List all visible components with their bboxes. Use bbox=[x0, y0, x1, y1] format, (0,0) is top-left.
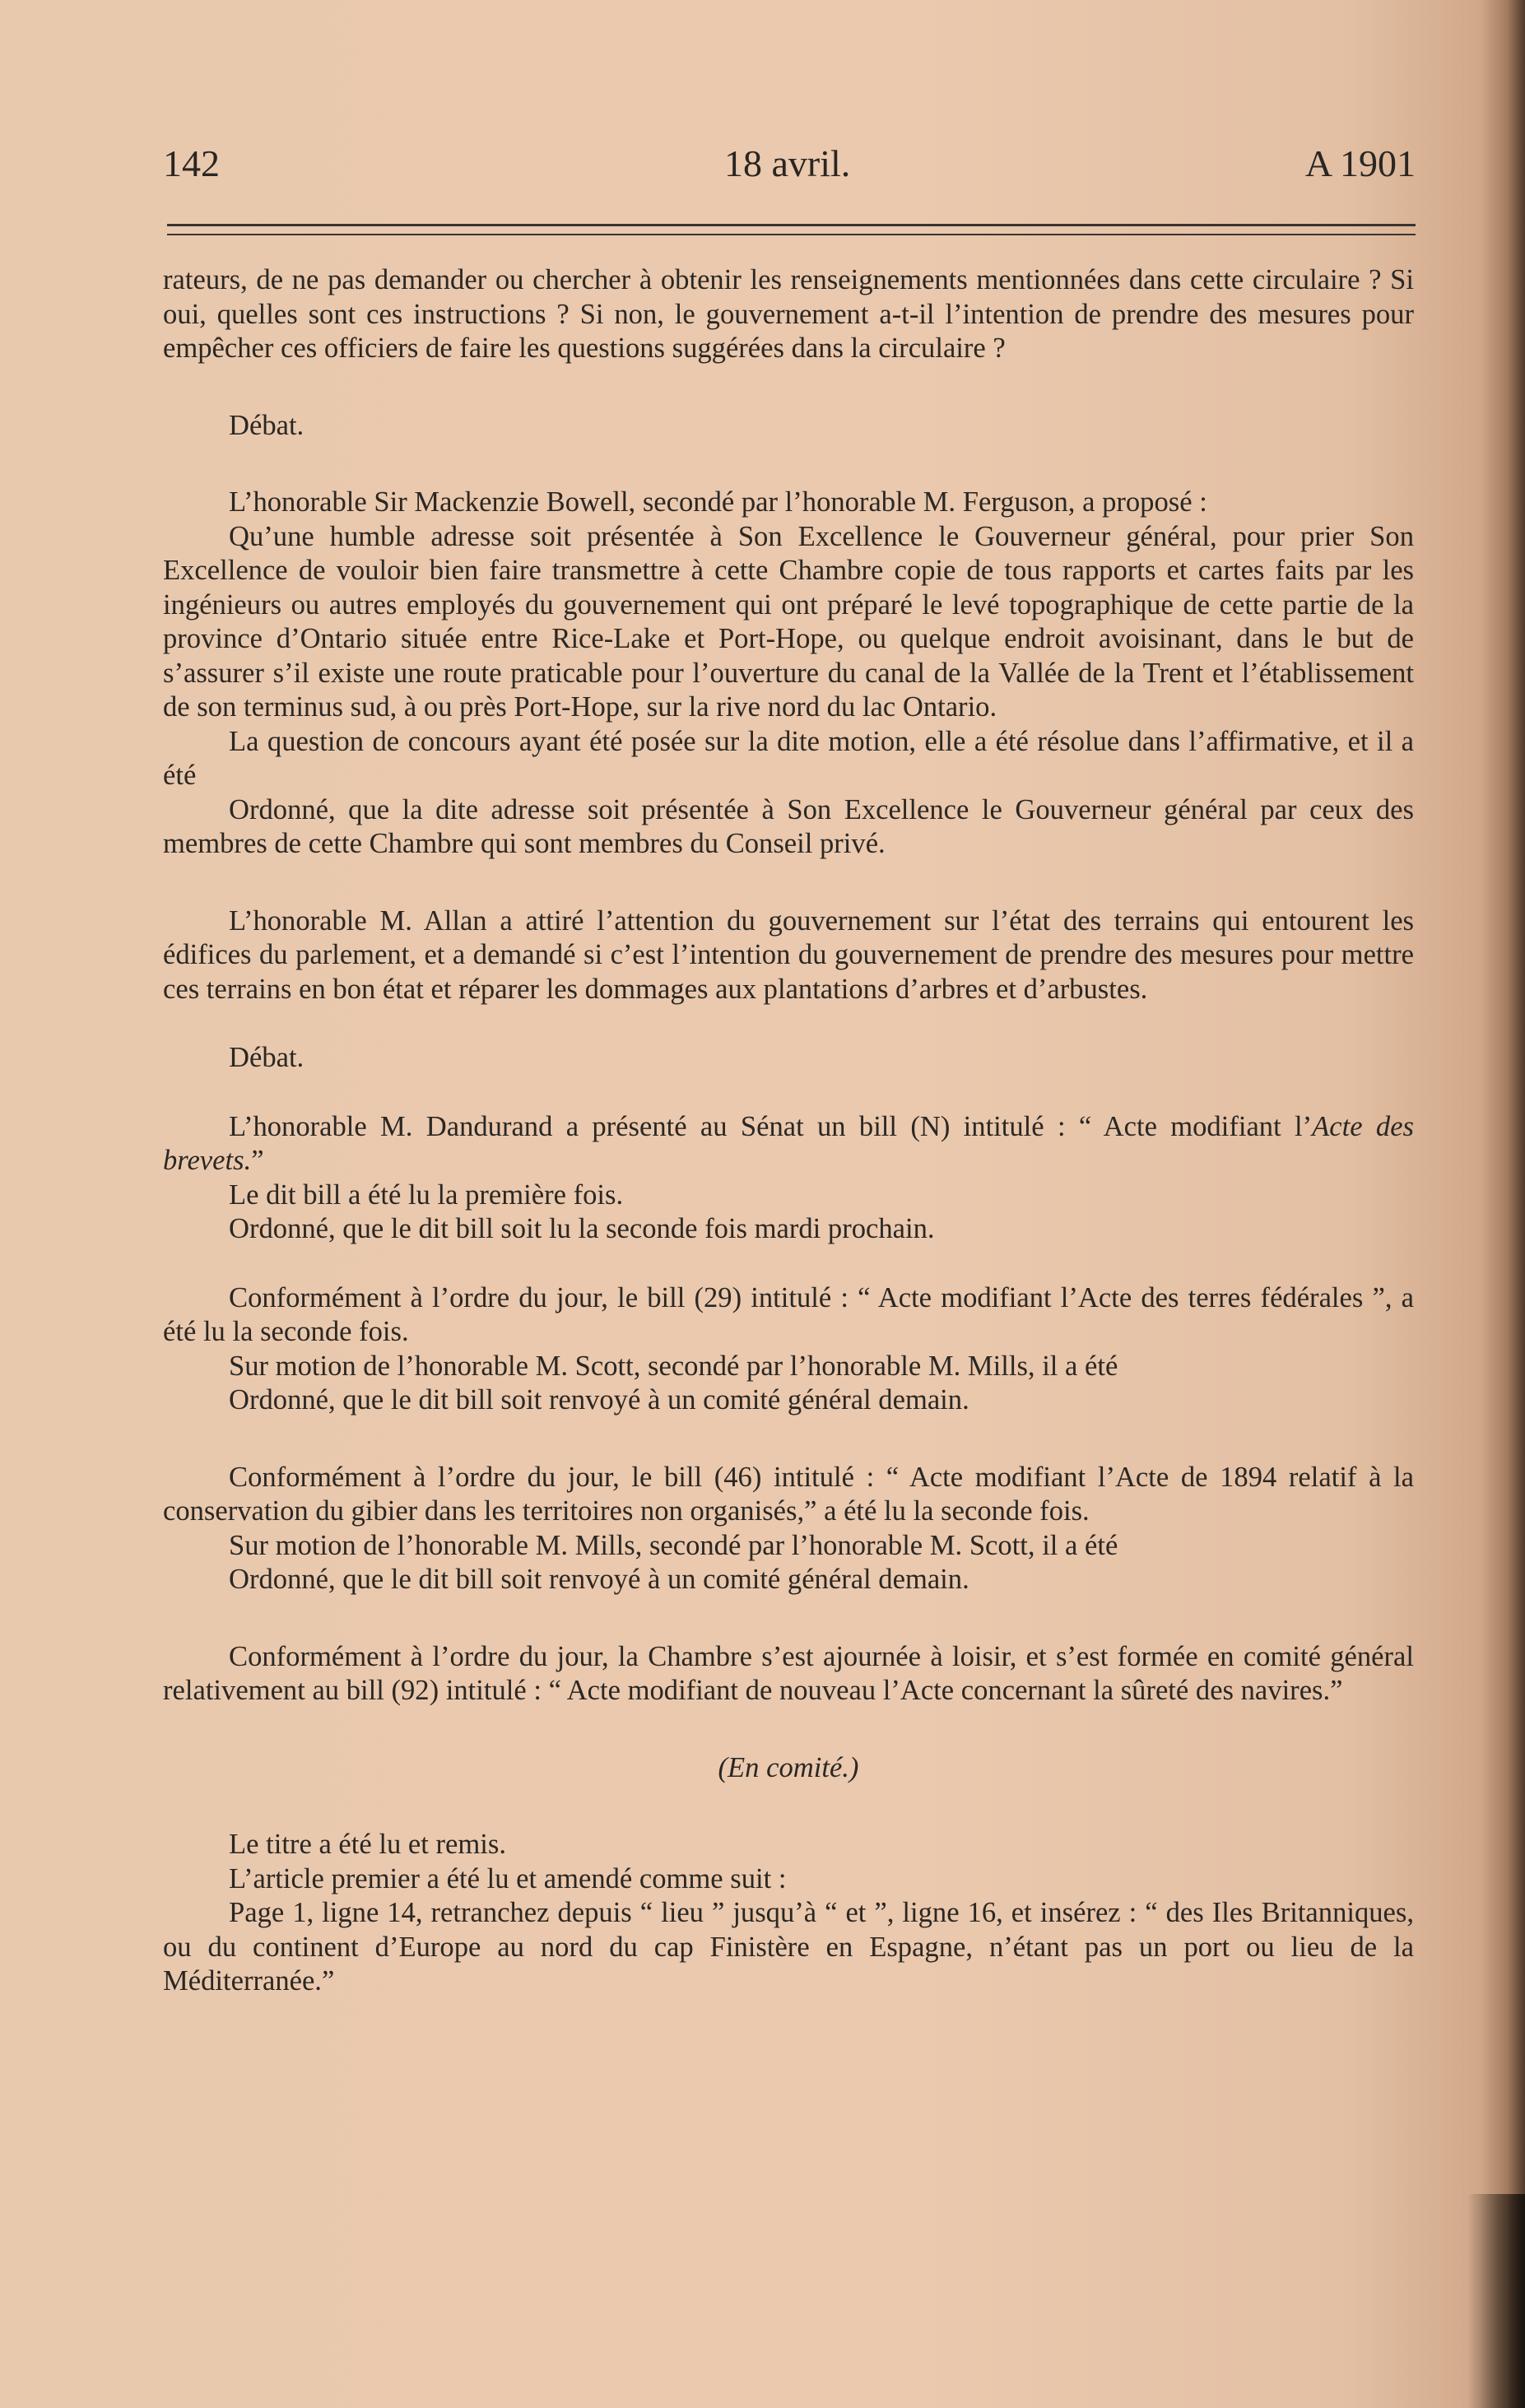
en-comite-text: (En comité.) bbox=[718, 1751, 859, 1783]
page-number: 142 bbox=[163, 142, 220, 184]
paragraph-motion-mills: Sur motion de l’honorable M. Mills, secondé par l’honorable M. Scott, il a été bbox=[229, 1529, 1118, 1561]
page-corner-shadow bbox=[1467, 2194, 1525, 2408]
paragraph-bowell-motion: L’honorable Sir Mackenzie Bowell, secondé par l’honorable M. Ferguson, a proposé : bbox=[229, 486, 1207, 518]
dandurand-text: L’honorable M. Dandurand a présenté au Sénat un bill (N) intitulé : “ Acte modifiant l’ bbox=[229, 1110, 1313, 1142]
page-edge-shadow bbox=[1481, 0, 1525, 2408]
acte-des-brevets: Acte des brevets. bbox=[163, 1110, 1414, 1176]
header-rule-thin bbox=[167, 234, 1416, 235]
paragraph-concours: La question de concours ayant été posée sur la dite motion, elle a été résolue dans l’affirmative, et il a été bbox=[163, 725, 1414, 791]
header-date: 18 avril. bbox=[724, 142, 851, 184]
paragraph-debat-2: Débat. bbox=[229, 1042, 305, 1073]
header-year: A 1901 bbox=[1304, 142, 1416, 184]
paragraph-amendement: Page 1, ligne 14, retranchez depuis “ lieu ” jusqu’à “ et ”, ligne 16, et insérez : “ des Iles Britanniques, ou du continent d’Europe au nord du cap Finistère en Espagne, n’étant pas un port ou lieu de la Méditerranée.” bbox=[163, 1897, 1414, 1997]
paragraph-adresse: Qu’une humble adresse soit présentée à Son Excellence le Gouverneur général, pour prier Son Excellence de vouloir bien faire transmettre à cette Chambre copie de tous rapports et cartes faits par les ingénieurs ou autres employés du gouvernement qui ont préparé le levé topographique de cette partie de la province d’Ontario située entre Rice-Lake et Port-Hope, ou quelque endroit avoisinant, dans le but de s’assurer s’il existe une route praticable pour l’ouverture du canal de la Vallée de la Trent et l’établissement de son terminus sud, à ou près Port-Hope, sur la rive nord du lac Ontario. bbox=[163, 520, 1414, 723]
paragraph-bill-46: Conformément à l’ordre du jour, le bill (46) intitulé : “ Acte modifiant l’Acte de 1894 relatif à la conservation du gibier dans les territoires non organisés,” a été lu la seconde fois. bbox=[163, 1461, 1414, 1527]
running-header bbox=[163, 142, 1416, 191]
header-rule-thick bbox=[167, 224, 1416, 226]
paragraph-ordonne-adresse: Ordonné, que la dite adresse soit présentée à Son Excellence le Gouverneur général par ceux des membres de cette Chambre qui sont membres du Conseil privé. bbox=[163, 793, 1414, 859]
paragraph-titre: Le titre a été lu et remis. bbox=[229, 1829, 506, 1860]
paragraph-motion-scott: Sur motion de l’honorable M. Scott, secondé par l’honorable M. Mills, il a été bbox=[229, 1350, 1118, 1382]
paragraph-article-premier: L’article premier a été lu et amendé comme suit : bbox=[229, 1862, 787, 1894]
paragraph-continuation: rateurs, de ne pas demander ou chercher à obtenir les renseignements mentionnées dans cette circulaire ? Si oui, quelles sont ces instructions ? Si non, le gouvernement a-t-il l’intention de prendre des mesures pour empêcher ces officiers de faire les questions suggérées dans la circulaire ? bbox=[163, 264, 1414, 364]
paragraph-bill-29: Conformément à l’ordre du jour, le bill (29) intitulé : “ Acte modifiant l’Acte des terres fédérales ”, a été lu la seconde fois. bbox=[163, 1281, 1414, 1347]
paragraph-dandurand bbox=[163, 1110, 1414, 1178]
paragraph-ordonne-comite-2: Ordonné, que le dit bill soit renvoyé à un comité général demain. bbox=[229, 1564, 969, 1595]
paragraph-debat-1: Débat. bbox=[229, 409, 305, 441]
paragraph-premiere-lecture: Le dit bill a été lu la première fois. bbox=[229, 1178, 624, 1211]
heading-en-comite bbox=[163, 1751, 1414, 1786]
document-body bbox=[163, 263, 1414, 1999]
paragraph-bill-92: Conformément à l’ordre du jour, la Chambre s’est ajournée à loisir, et s’est formée en comité général relativement au bill (92) intitulé : “ Acte modifiant de nouveau l’Acte concernant la sûreté des navires.” bbox=[163, 1640, 1414, 1706]
paragraph-ordonne-comite-1: Ordonné, que le dit bill soit renvoyé à un comité général demain. bbox=[229, 1384, 969, 1416]
dandurand-close-quote: ” bbox=[251, 1145, 264, 1176]
paragraph-ordonne-mardi: Ordonné, que le dit bill soit lu la seconde fois mardi prochain. bbox=[229, 1213, 935, 1244]
paragraph-allan: L’honorable M. Allan a attiré l’attention du gouvernement sur l’état des terrains qui entourent les édifices du parlement, et a demandé si c’est l’intention du gouvernement de prendre des mesures pour mettre ces terrains en bon état et réparer les dommages aux plantations d’arbres et d’arbustes. bbox=[163, 904, 1414, 1005]
